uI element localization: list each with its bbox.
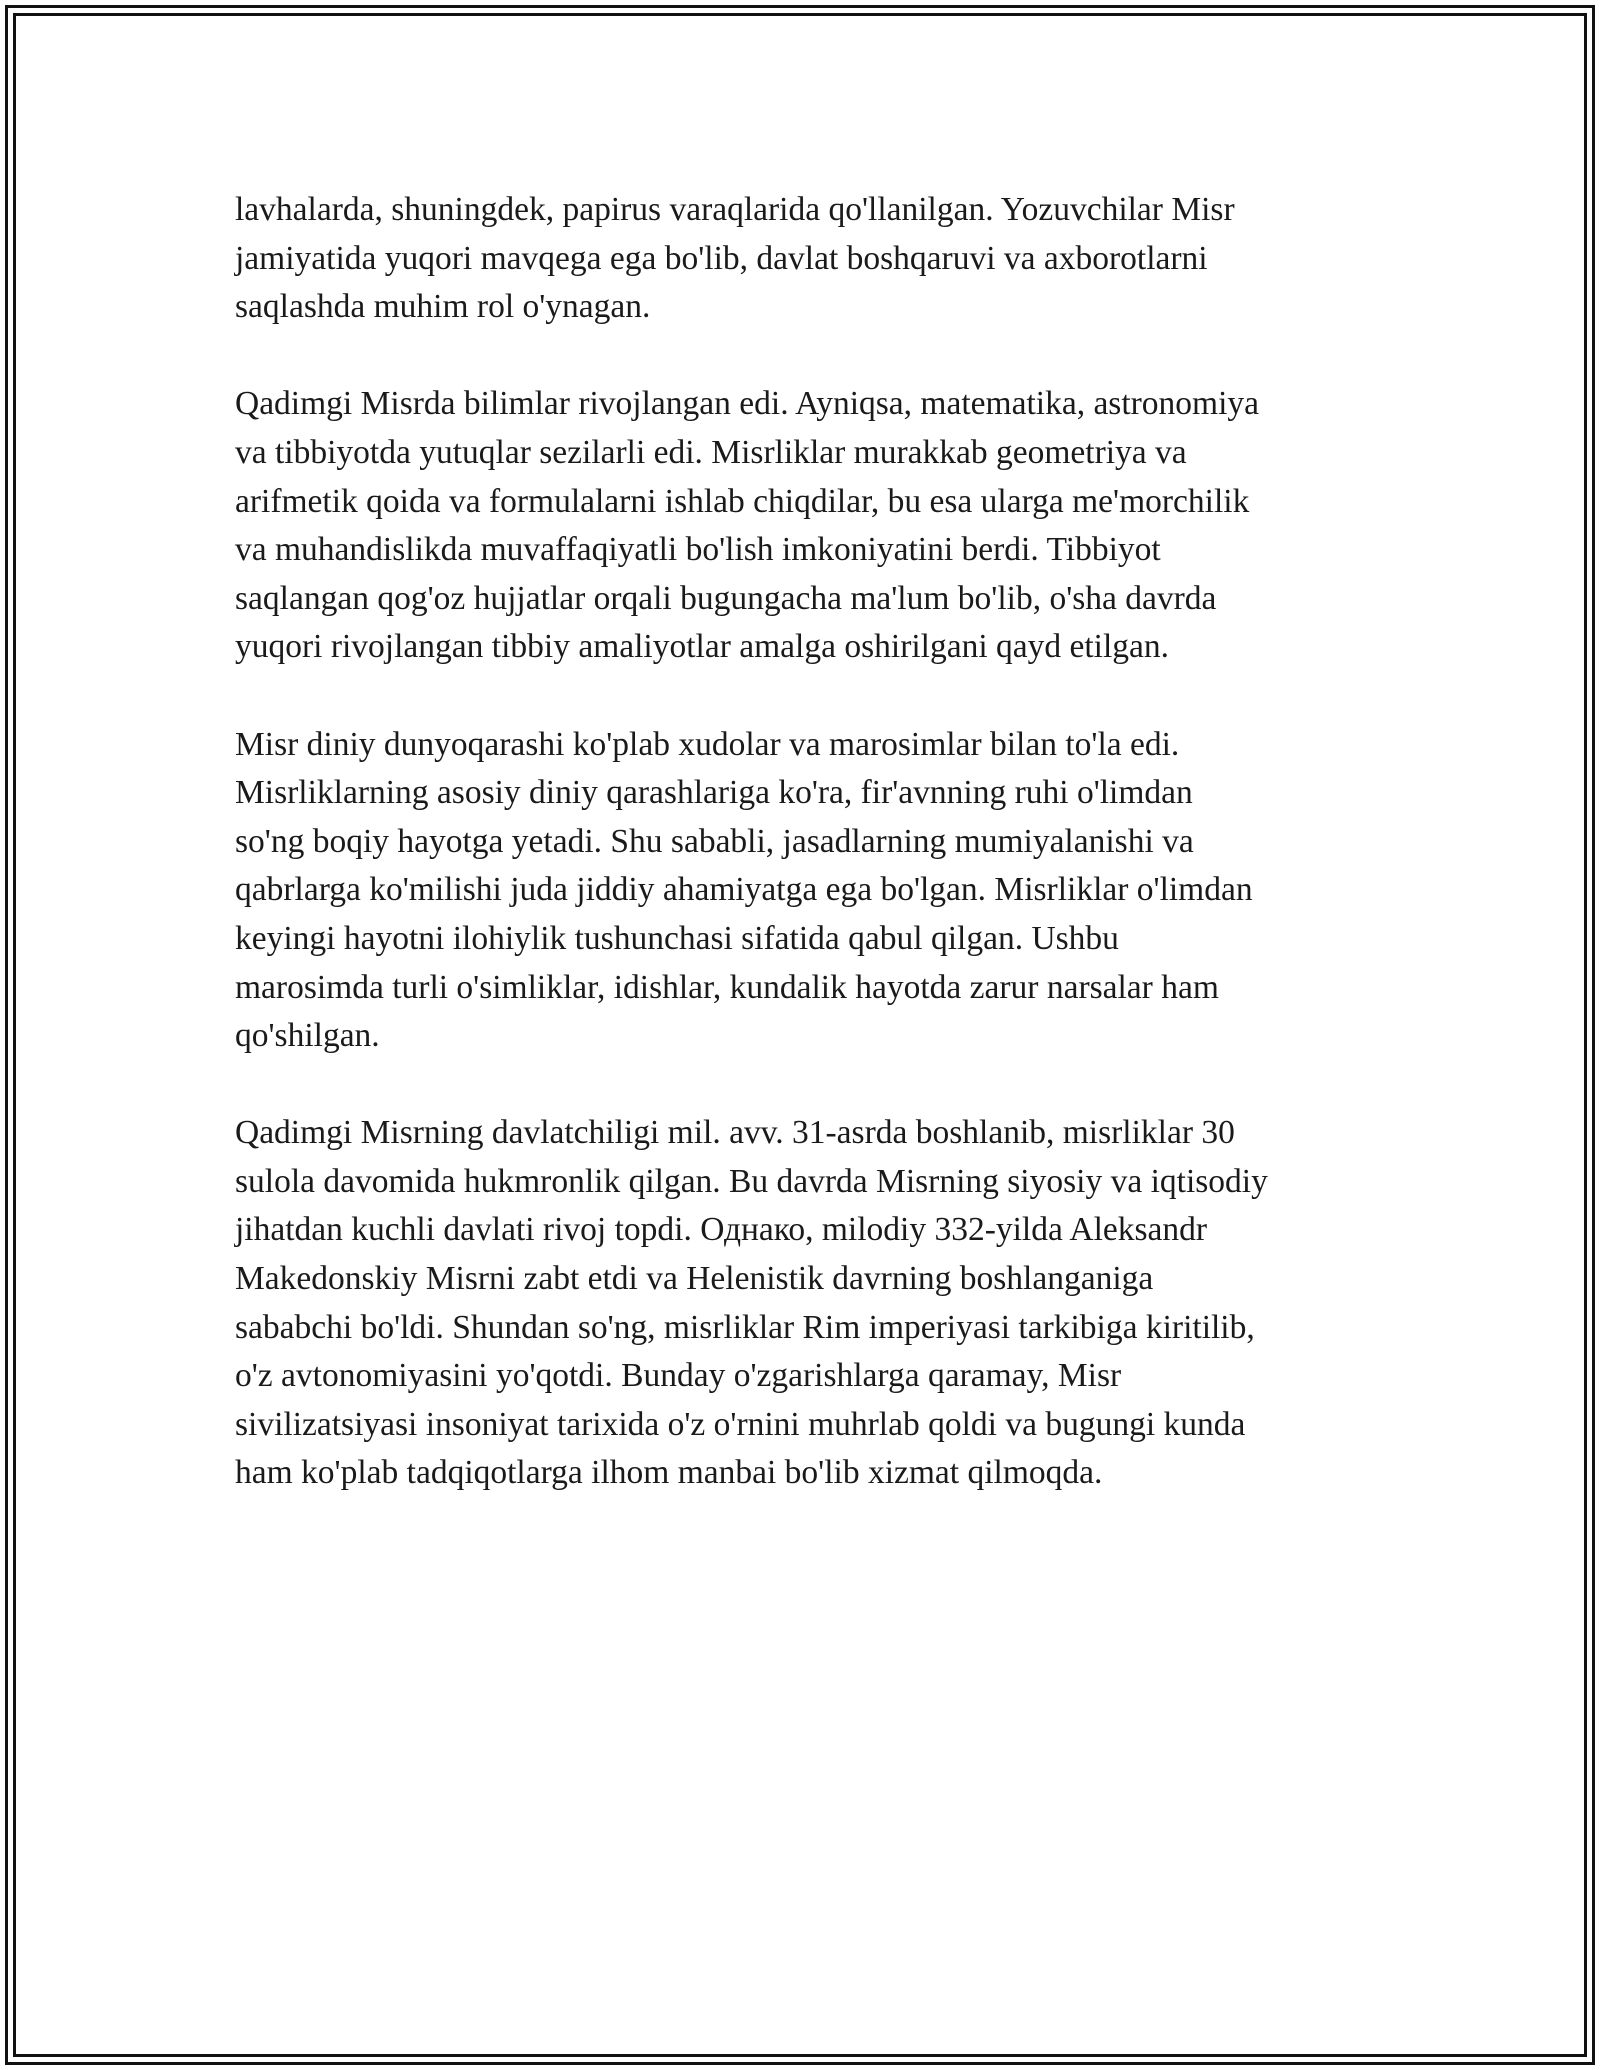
text-line: so'ng boqiy hayotga yetadi. Shu sababli, jasadlarning mumiyalanishi va [235, 822, 1194, 860]
text-line: va tibbiyotda yutuqlar sezilarli edi. Misrliklar murakkab geometriya va [235, 433, 1187, 471]
text-line: Qadimgi Misrda bilimlar rivojlangan edi. Ayniqsa, matematika, astronomiya [235, 385, 1260, 423]
paragraph-writing [235, 186, 1390, 332]
text-line: Misr diniy dunyoqarashi ko'plab xudolar va marosimlar bilan to'la edi. [235, 725, 1180, 763]
text-line: marosimda turli o'simliklar, idishlar, kundalik hayotda zarur narsalar ham [235, 968, 1219, 1006]
paragraph-statehood [235, 1109, 1390, 1498]
text-line: Makedonskiy Misrni zabt etdi va Helenistik davrning boshlanganiga [235, 1260, 1154, 1298]
text-line: va muhandislikda muvaffaqiyatli bo'lish imkoniyatini berdi. Tibbiyot [235, 531, 1161, 569]
text-line: yuqori rivojlangan tibbiy amaliyotlar amalga oshirilgani qayd etilgan. [235, 628, 1170, 666]
text-line: sivilizatsiyasi insoniyat tarixida o'z o'rnini muhrlab qoldi va bugungi kunda [235, 1405, 1246, 1443]
text-line: o'z avtonomiyasini yo'qotdi. Bunday o'zgarishlarga qaramay, Misr [235, 1357, 1122, 1395]
document-body [235, 186, 1390, 1547]
text-line: sulola davomida hukmronlik qilgan. Bu davrda Misrning siyosiy va iqtisodiy [235, 1162, 1268, 1200]
paragraph-religion [235, 721, 1390, 1061]
text-line: Qadimgi Misrning davlatchiligi mil. avv. 31-asrda boshlanib, misrliklar 30 [235, 1114, 1235, 1152]
text-line: Misrliklarning asosiy diniy qarashlariga ko'ra, fir'avnning ruhi o'limdan [235, 774, 1193, 812]
text-line: qo'shilgan. [235, 1017, 380, 1055]
text-line: qabrlarga ko'milishi juda jiddiy ahamiyatga ega bo'lgan. Misrliklar o'limdan [235, 871, 1253, 909]
text-line: arifmetik qoida va formulalarni ishlab chiqdilar, bu esa ularga me'morchilik [235, 482, 1250, 520]
text-line: lavhalarda, shuningdek, papirus varaqlarida qo'llanilgan. Yozuvchilar Misr [235, 191, 1235, 228]
text-line: jihatdan kuchli davlati rivoj topdi. Однако, milodiy 332-yilda Aleksandr [235, 1211, 1208, 1249]
text-line: saqlashda muhim rol o'ynagan. [235, 288, 651, 326]
text-line: ham ko'plab tadqiqotlarga ilhom manbai bo'lib xizmat qilmoqda. [235, 1454, 1103, 1492]
text-line: keyingi hayotni ilohiylik tushunchasi sifatida qabul qilgan. Ushbu [235, 919, 1119, 957]
text-line: saqlangan qog'oz hujjatlar orqali bugungacha ma'lum bo'lib, o'sha davrda [235, 579, 1217, 617]
text-line: jamiyatida yuqori mavqega ega bo'lib, davlat boshqaruvi va axborotlarni [235, 239, 1208, 277]
paragraph-knowledge [235, 380, 1390, 672]
text-line: sababchi bo'ldi. Shundan so'ng, misrliklar Rim imperiyasi tarkibiga kiritilib, [235, 1308, 1255, 1346]
